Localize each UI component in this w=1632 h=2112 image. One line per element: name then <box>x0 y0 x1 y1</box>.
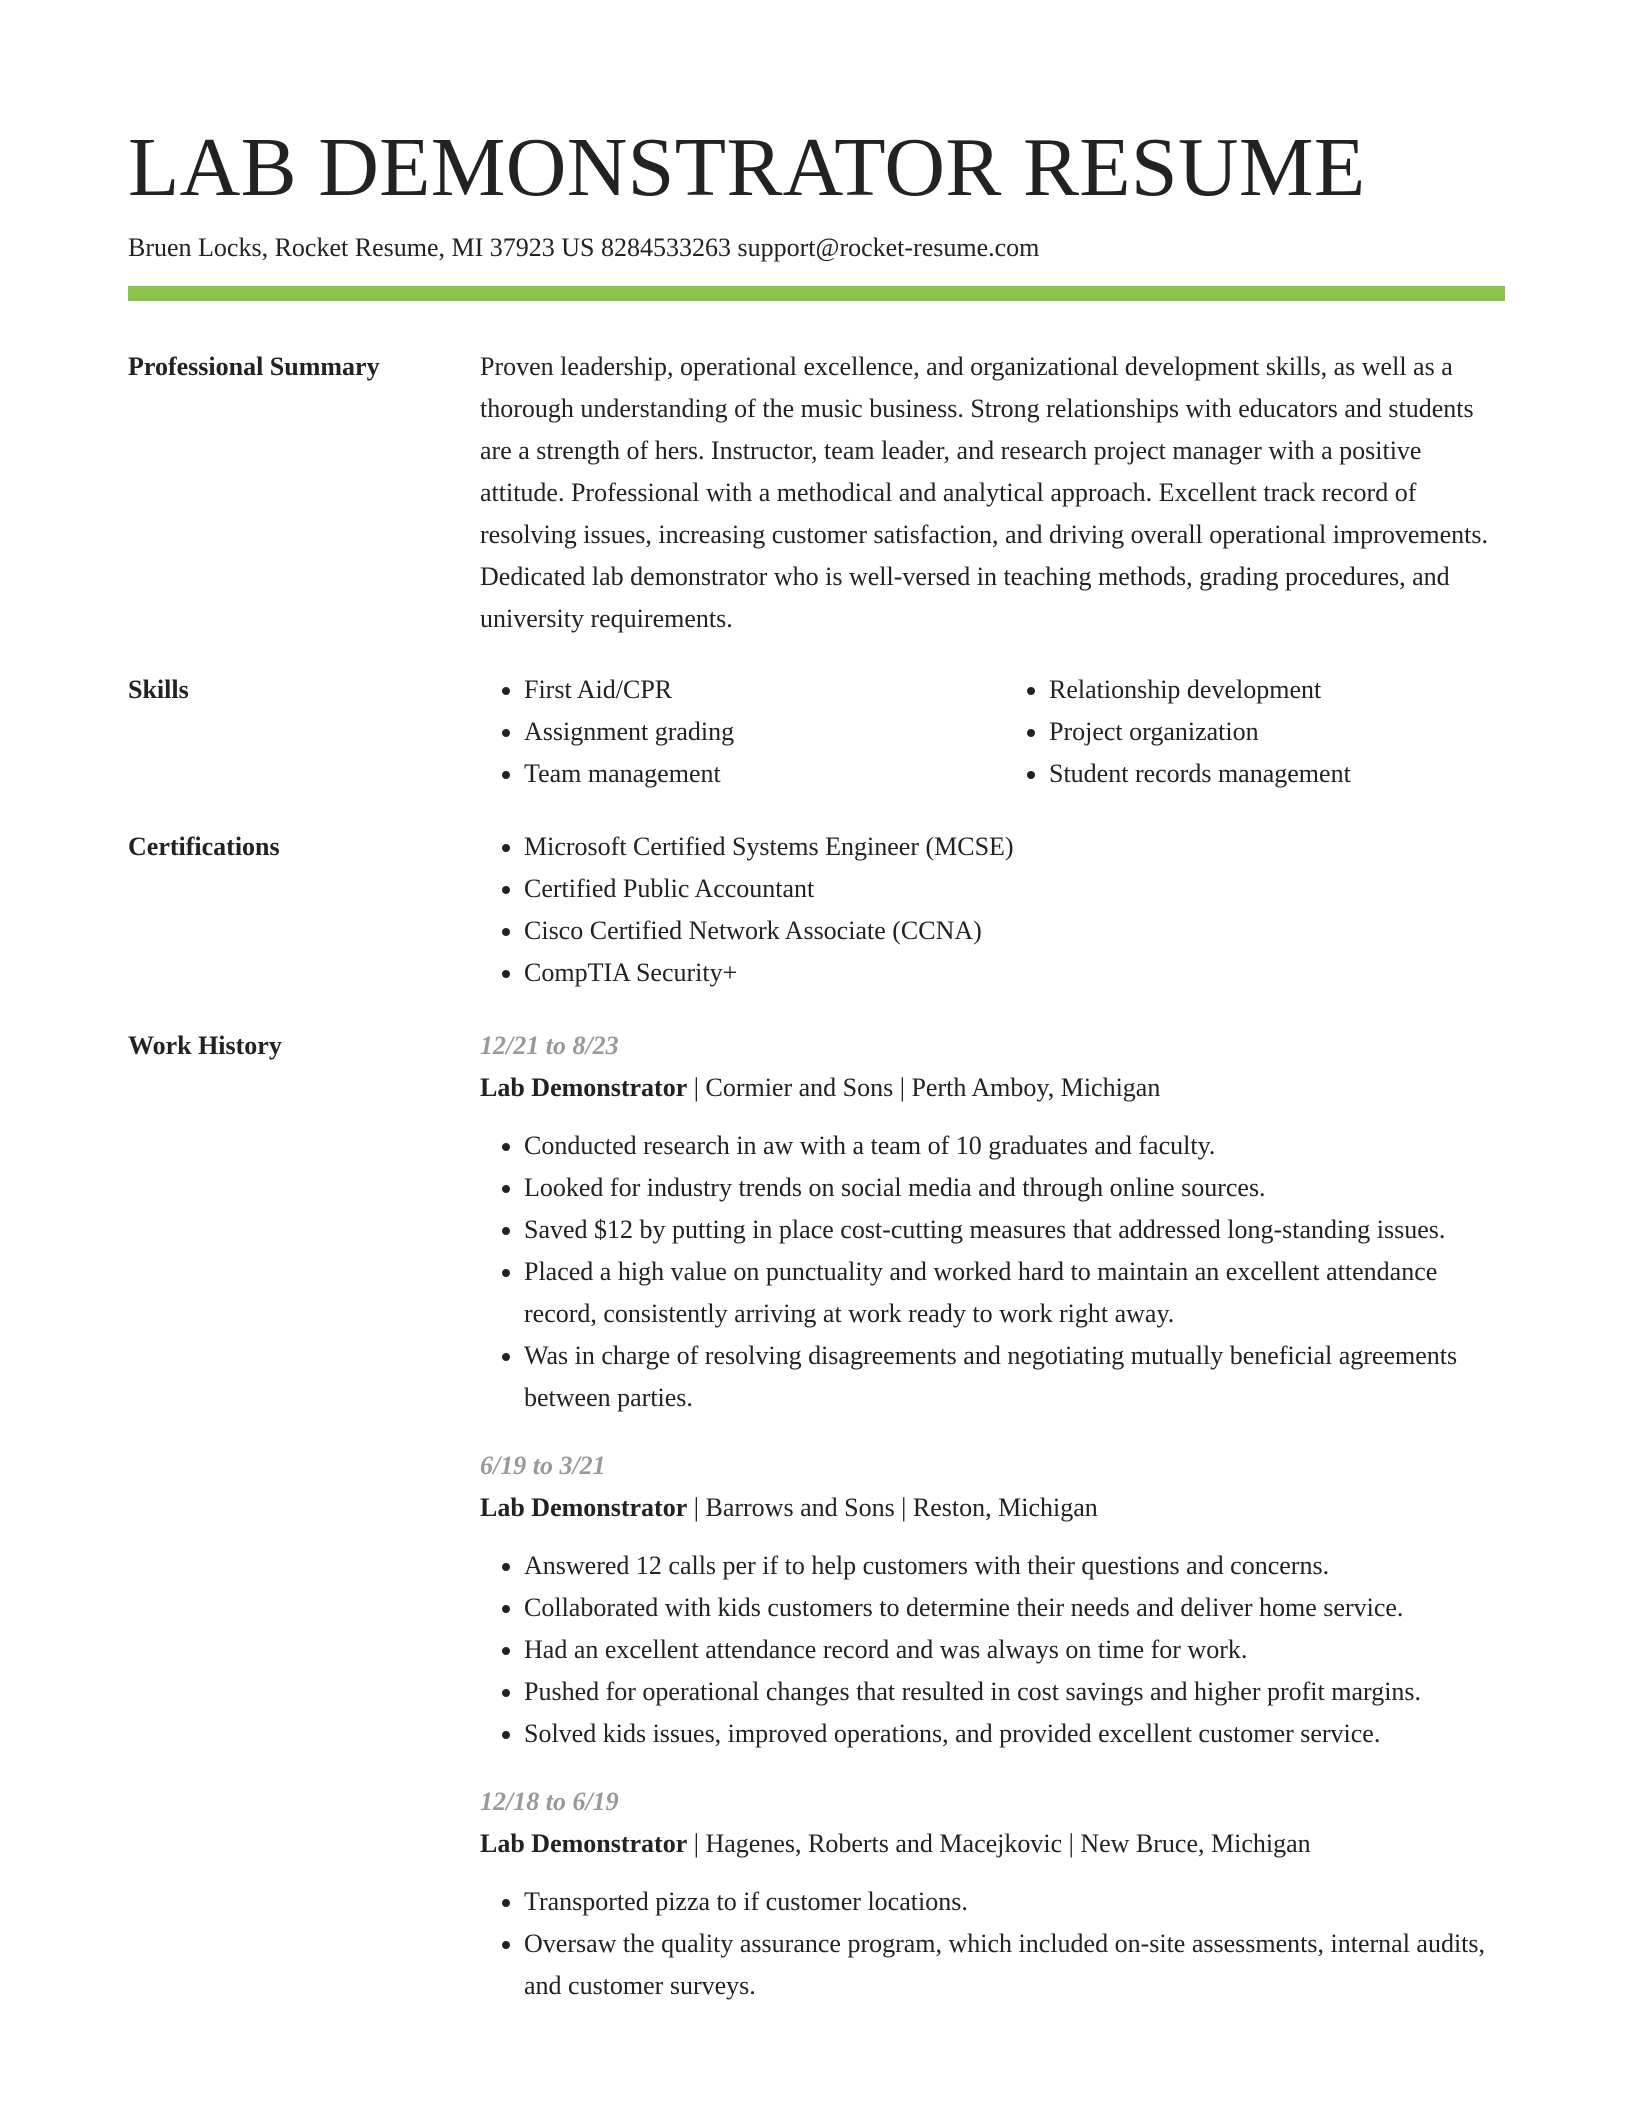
job-title: Lab Demonstrator <box>480 1073 688 1102</box>
certification-item: • Microsoft Certified Systems Engineer (MCSE) <box>524 826 1505 868</box>
job-dates: 12/21 to 8/23 <box>480 1031 619 1060</box>
certification-item: • CompTIA Security+ <box>524 952 1505 994</box>
work-history-label: Work History <box>128 1031 282 1060</box>
skills-label: Skills <box>128 675 189 704</box>
skill-item: • Assignment grading <box>524 711 961 753</box>
job-bullet: • Conducted research in aw with a team of 10 graduates and faculty. <box>524 1125 1505 1167</box>
job-entry <box>480 1025 1505 1419</box>
job-heading <box>480 1067 1505 1109</box>
job-bullets <box>480 1545 1505 1755</box>
job-heading <box>480 1487 1505 1529</box>
job-bullet: • Solved kids issues, improved operations, and provided excellent customer service. <box>524 1713 1505 1755</box>
job-dates: 12/18 to 6/19 <box>480 1787 619 1816</box>
resume-title: LAB DEMONSTRATOR RESUME <box>128 121 1366 214</box>
job-bullet: • Looked for industry trends on social media and through online sources. <box>524 1167 1505 1209</box>
header-divider <box>128 286 1505 301</box>
job-bullets <box>480 1125 1505 1419</box>
summary-label: Professional Summary <box>128 352 380 381</box>
job-dates: 6/19 to 3/21 <box>480 1451 606 1480</box>
certifications-list <box>480 826 1505 994</box>
job-bullet: • Oversaw the quality assurance program, which included on-site assessments, internal audits, and customer surveys. <box>524 1923 1505 2007</box>
job-bullet: • Was in charge of resolving disagreements and negotiating mutually beneficial agreements between parties. <box>524 1335 1505 1419</box>
job-bullet: • Had an excellent attendance record and was always on time for work. <box>524 1629 1505 1671</box>
job-bullet: • Transported pizza to if customer locations. <box>524 1881 1505 1923</box>
job-bullet: • Pushed for operational changes that resulted in cost savings and higher profit margins. <box>524 1671 1505 1713</box>
job-entry <box>480 1781 1505 2007</box>
job-entry <box>480 1445 1505 1755</box>
skill-item: • Relationship development <box>1049 669 1505 711</box>
skill-item: • First Aid/CPR <box>524 669 961 711</box>
certification-item: • Cisco Certified Network Associate (CCNA) <box>524 910 1505 952</box>
skill-item: • Student records management <box>1049 753 1505 795</box>
skill-item: • Project organization <box>1049 711 1505 753</box>
job-title: Lab Demonstrator <box>480 1829 688 1858</box>
job-heading <box>480 1823 1505 1865</box>
job-details: | Hagenes, Roberts and Macejkovic | New Bruce, Michigan <box>687 1829 1311 1858</box>
skills-list-left <box>480 669 961 795</box>
certification-item: • Certified Public Accountant <box>524 868 1505 910</box>
job-bullet: • Saved $12 by putting in place cost-cutting measures that addressed long-standing issues. <box>524 1209 1505 1251</box>
contact-line: Bruen Locks, Rocket Resume, MI 37923 US 8284533263 support@rocket-resume.com <box>128 233 1040 262</box>
job-bullet: • Placed a high value on punctuality and worked hard to maintain an excellent attendance record, consistently arriving at work ready to work right away. <box>524 1251 1505 1335</box>
skill-item: • Team management <box>524 753 961 795</box>
job-bullet: • Answered 12 calls per if to help customers with their questions and concerns. <box>524 1545 1505 1587</box>
skills-list-right <box>1005 669 1505 795</box>
certifications-label: Certifications <box>128 832 280 861</box>
job-details: | Cormier and Sons | Perth Amboy, Michigan <box>687 1073 1161 1102</box>
summary-text: Proven leadership, operational excellence, and organizational development skills, as well as a thorough understanding of the music business. Strong relationships with educators and students are a strength of hers. Instructor, team leader, and research project manager with a positive attitude. Professional with a methodical and analytical approach. Excellent track record of resolving issues, increasing customer satisfaction, and driving overall operational improvements. Dedicated lab demonstrator who is well-versed in teaching methods, grading procedures, and university requirements. <box>480 352 1488 633</box>
job-bullet: • Collaborated with kids customers to determine their needs and deliver home service. <box>524 1587 1505 1629</box>
job-bullets <box>480 1881 1505 2007</box>
job-details: | Barrows and Sons | Reston, Michigan <box>687 1493 1098 1522</box>
job-title: Lab Demonstrator <box>480 1493 688 1522</box>
